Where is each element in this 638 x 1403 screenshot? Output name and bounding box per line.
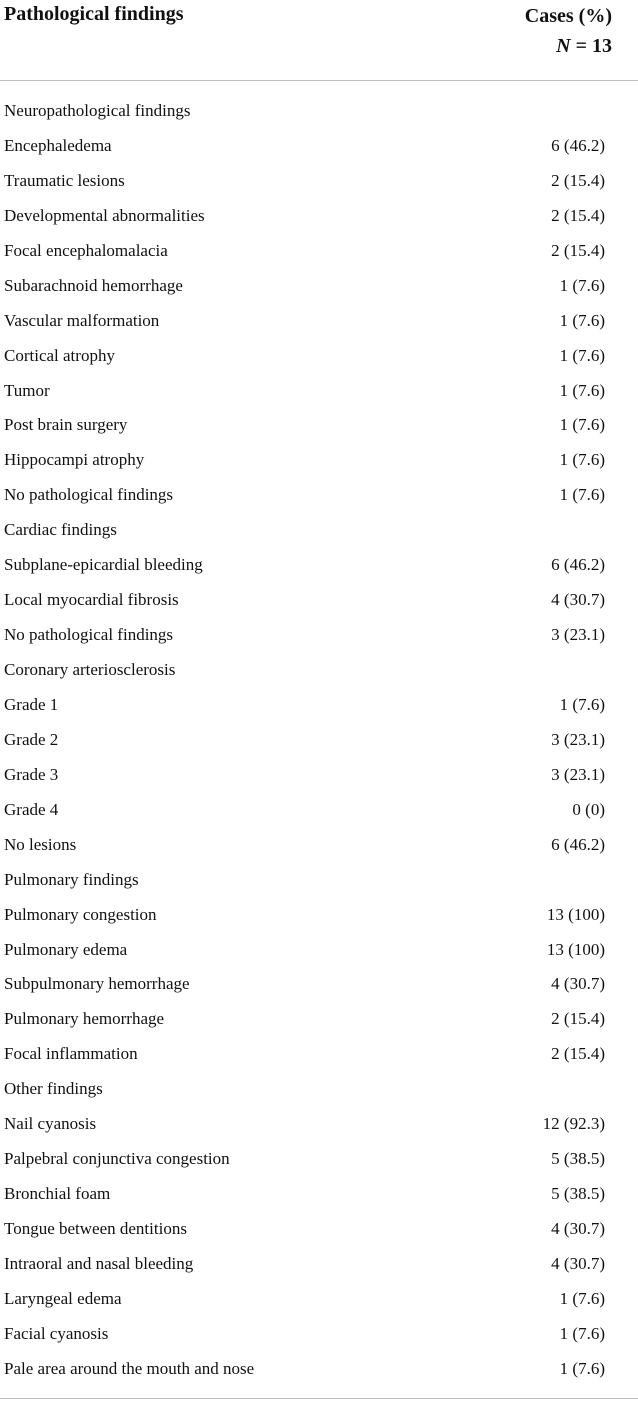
row-label: Facial cyanosis [4, 1323, 109, 1343]
table-row [0, 548, 638, 583]
row-label: Subarachnoid hemorrhage [4, 275, 183, 295]
row-value: 4 (30.7) [551, 1219, 605, 1238]
row-label: Pulmonary edema [4, 939, 128, 959]
table-row [0, 758, 638, 793]
table-row [0, 1352, 638, 1387]
table-row [0, 1107, 638, 1142]
table-row [0, 234, 638, 269]
table-row [0, 828, 638, 863]
row-label: Other findings [4, 1079, 103, 1099]
row-label: Palpebral conjunctiva congestion [4, 1149, 230, 1169]
table-bottom-rule [0, 1398, 638, 1399]
row-value: 5 (38.5) [551, 1184, 605, 1204]
table-row [0, 339, 638, 374]
table-row [0, 1212, 638, 1247]
row-value: 1 (7.6) [559, 275, 605, 295]
table-row [0, 1002, 638, 1037]
table-row [0, 1247, 638, 1282]
row-label: Encephaledema [4, 135, 112, 155]
row-label: Pulmonary congestion [4, 904, 157, 924]
table-row [0, 199, 638, 234]
row-label: Coronary arteriosclerosis [4, 660, 176, 679]
row-value: 1 (7.6) [559, 1323, 605, 1343]
row-value: 3 (23.1) [551, 729, 605, 749]
sample-size-label [525, 31, 612, 61]
row-value: 6 (46.2) [551, 555, 605, 575]
row-value: 1 (7.6) [559, 694, 605, 714]
table-row [0, 1317, 638, 1352]
column-header-cases [525, 1, 612, 61]
table-row [0, 1142, 638, 1177]
row-value: 2 (15.4) [551, 240, 605, 260]
row-label: No pathological findings [4, 485, 174, 505]
row-label: Bronchial foam [4, 1184, 111, 1204]
table-row [0, 513, 638, 548]
row-label: Grade 2 [4, 729, 59, 749]
row-value: 0 (0) [572, 799, 605, 819]
row-label: Pale area around the mouth and nose [4, 1358, 255, 1378]
cases-percent-label: Cases (%) [524, 5, 612, 27]
table-row [0, 793, 638, 828]
table-header [0, 0, 638, 80]
row-label: Grade 4 [4, 799, 59, 819]
row-label: Developmental abnormalities [4, 205, 205, 225]
row-value: 2 (15.4) [551, 1009, 605, 1029]
table-body [0, 94, 638, 1387]
table-row [0, 1072, 638, 1107]
row-label: Vascular malformation [4, 310, 160, 330]
row-label: Grade 3 [4, 764, 59, 784]
row-label: Pulmonary hemorrhage [4, 1009, 165, 1029]
row-value: 1 (7.6) [559, 380, 605, 400]
row-label: Subplane-epicardial bleeding [4, 555, 203, 575]
row-label: No pathological findings [4, 625, 174, 645]
table-row [0, 1282, 638, 1317]
table-row [0, 478, 638, 513]
header-divider [0, 80, 638, 81]
row-label: Pulmonary findings [4, 869, 139, 889]
table-row [0, 618, 638, 653]
row-label: Tongue between dentitions [4, 1219, 187, 1238]
table-row [0, 653, 638, 688]
row-label: Nail cyanosis [4, 1114, 97, 1134]
row-value: 1 (7.6) [559, 310, 605, 330]
row-value: 3 (23.1) [551, 764, 605, 784]
row-value: 1 (7.6) [559, 450, 605, 470]
row-value: 13 (100) [546, 939, 605, 959]
table-row [0, 688, 638, 723]
row-label: Local myocardial fibrosis [4, 590, 179, 610]
row-value: 2 (15.4) [551, 205, 605, 225]
row-label: Grade 1 [4, 694, 59, 714]
table-row [0, 967, 638, 1002]
row-value: 1 (7.6) [559, 415, 605, 435]
table-row [0, 304, 638, 339]
table-row [0, 374, 638, 409]
row-value: 1 (7.6) [559, 485, 605, 505]
row-value: 1 (7.6) [559, 345, 605, 365]
table-row [0, 1177, 638, 1212]
row-label: Tumor [4, 380, 50, 400]
row-value: 1 (7.6) [559, 1358, 605, 1378]
row-value: 6 (46.2) [551, 135, 605, 155]
table-row [0, 863, 638, 898]
row-value: 12 (92.3) [542, 1114, 605, 1134]
row-label: Post brain surgery [4, 415, 128, 435]
row-label: Hippocampi atrophy [4, 450, 145, 470]
table-row [0, 898, 638, 933]
row-label: Subpulmonary hemorrhage [4, 974, 190, 994]
row-value: 4 (30.7) [551, 590, 605, 610]
table-row [0, 443, 638, 478]
row-value: 6 (46.2) [551, 834, 605, 854]
row-value: 2 (15.4) [551, 1044, 605, 1064]
sample-size-variable: N [556, 35, 571, 57]
row-value: 3 (23.1) [551, 625, 605, 645]
sample-size-value: = 13 [570, 35, 612, 57]
row-label: Focal encephalomalacia [4, 240, 168, 260]
row-value: 13 (100) [546, 904, 605, 924]
row-label: Cardiac findings [4, 520, 117, 540]
row-value: 4 (30.7) [551, 974, 605, 994]
table-row [0, 583, 638, 618]
row-value: 4 (30.7) [551, 1253, 605, 1273]
table-row [0, 723, 638, 758]
table-row [0, 408, 638, 443]
row-label: Intraoral and nasal bleeding [4, 1253, 194, 1273]
row-label: Cortical atrophy [4, 345, 115, 365]
row-label: No lesions [4, 834, 77, 854]
row-value: 5 (38.5) [551, 1149, 605, 1169]
table-row [0, 1037, 638, 1072]
table-row [0, 269, 638, 304]
row-label: Neuropathological findings [4, 101, 191, 120]
table-row [0, 933, 638, 968]
table-row [0, 94, 638, 129]
table-row [0, 164, 638, 199]
row-value: 1 (7.6) [559, 1288, 605, 1308]
row-label: Focal inflammation [4, 1044, 138, 1064]
column-header-findings: Pathological findings [4, 3, 184, 25]
row-label: Traumatic lesions [4, 170, 125, 190]
table-row [0, 129, 638, 164]
row-label: Laryngeal edema [4, 1288, 122, 1308]
row-value: 2 (15.4) [551, 170, 605, 190]
